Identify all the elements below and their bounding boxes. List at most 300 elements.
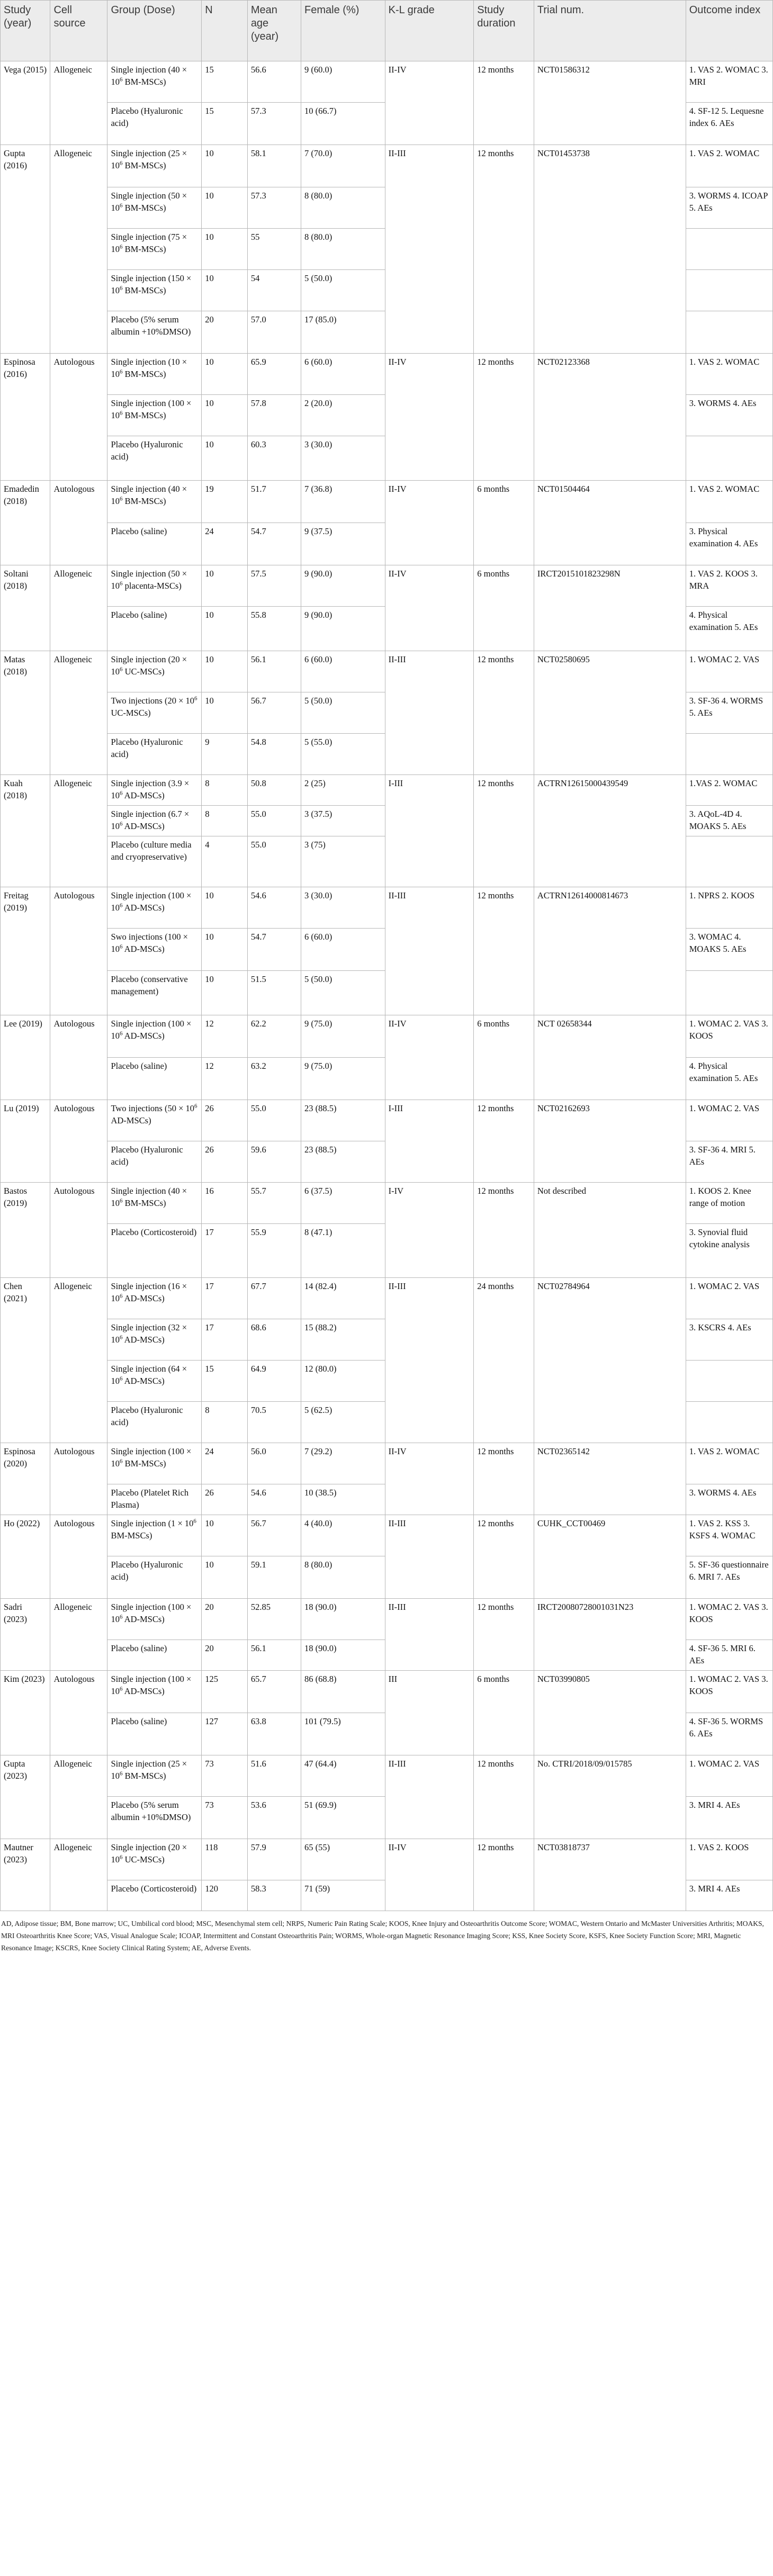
- outcome-index-cell: 3. SF-36 4. MRI 5. AEs: [686, 1141, 772, 1183]
- mean-age-cell: 53.6: [247, 1797, 301, 1839]
- group-dose-cell-type: AD-MSCs): [122, 944, 165, 954]
- female-cell: 9 (75.0): [301, 1058, 385, 1100]
- n-cell: 26: [202, 1141, 248, 1183]
- study-cell: Mautner (2023): [1, 1839, 50, 1911]
- n-cell: 118: [202, 1839, 248, 1880]
- group-dose-text: Placebo (Hyaluronic acid): [111, 439, 183, 462]
- group-dose-cell: [107, 1141, 202, 1183]
- female-cell: 6 (60.0): [301, 651, 385, 692]
- kl-grade-cell: II-III: [385, 1515, 474, 1599]
- dose-exponent: 6: [119, 76, 123, 83]
- kl-grade-cell: II-III: [385, 145, 474, 354]
- study-cell: Freitag (2019): [1, 887, 50, 1015]
- study-duration-cell: 24 months: [474, 1278, 534, 1443]
- mean-age-cell: 57.9: [247, 1839, 301, 1880]
- group-dose-cell: [107, 929, 202, 971]
- n-cell: 10: [202, 187, 248, 229]
- study-duration-cell: 12 months: [474, 887, 534, 1015]
- outcome-index-cell: 1. WOMAC 2. VAS: [686, 1278, 772, 1319]
- female-cell: 51 (69.9): [301, 1797, 385, 1839]
- study-cell: Soltani (2018): [1, 565, 50, 651]
- outcome-index-cell: 3. WOMAC 4. MOAKS 5. AEs: [686, 929, 772, 971]
- mean-age-cell: 52.85: [247, 1599, 301, 1640]
- female-cell: 12 (80.0): [301, 1361, 385, 1402]
- outcome-index-cell: 1. VAS 2. WOMAC: [686, 145, 772, 187]
- outcome-index-cell: 4. SF-36 5. MRI 6. AEs: [686, 1640, 772, 1671]
- group-dose-cell-type: AD-MSCs): [122, 1614, 165, 1625]
- n-cell: 8: [202, 1402, 248, 1443]
- study-cell: Gupta (2023): [1, 1755, 50, 1839]
- n-cell: 26: [202, 1484, 248, 1515]
- female-cell: 86 (68.8): [301, 1671, 385, 1713]
- dose-exponent: 6: [119, 1197, 123, 1204]
- dose-exponent: 6: [119, 410, 123, 417]
- group-dose-cell: [107, 1797, 202, 1839]
- group-dose-cell: [107, 1361, 202, 1402]
- cell-source-cell: Autologous: [50, 354, 107, 481]
- mean-age-cell: 50.8: [247, 775, 301, 806]
- group-dose-cell-type: UC-MSCs): [111, 708, 151, 718]
- group-dose-cell: [107, 971, 202, 1015]
- n-cell: 20: [202, 1599, 248, 1640]
- kl-grade-cell: I-III: [385, 1100, 474, 1183]
- female-cell: 2 (20.0): [301, 395, 385, 436]
- outcome-index-cell: [686, 270, 772, 311]
- outcome-index-cell: [686, 971, 772, 1015]
- group-dose-text: Single injection (20 × 10: [111, 654, 187, 677]
- group-dose-text: Placebo (Hyaluronic acid): [111, 106, 183, 129]
- outcome-index-cell: 1.VAS 2. WOMAC: [686, 775, 772, 806]
- kl-grade-cell: II-IV: [385, 1015, 474, 1100]
- group-dose-cell: [107, 1443, 202, 1484]
- mean-age-cell: 70.5: [247, 1402, 301, 1443]
- n-cell: 20: [202, 311, 248, 354]
- trial-num-cell: IRCT2015101823298N: [534, 565, 686, 651]
- group-dose-cell-type: BM-MSCs): [122, 285, 166, 296]
- female-cell: 7 (70.0): [301, 145, 385, 187]
- mean-age-cell: 56.6: [247, 61, 301, 103]
- n-cell: 16: [202, 1183, 248, 1224]
- n-cell: 20: [202, 1640, 248, 1671]
- female-cell: 65 (55): [301, 1839, 385, 1880]
- outcome-index-cell: [686, 436, 772, 481]
- kl-grade-cell: II-IV: [385, 1443, 474, 1515]
- group-dose-cell: [107, 1278, 202, 1319]
- kl-grade-cell: II-IV: [385, 1839, 474, 1911]
- dose-exponent: 6: [119, 202, 123, 209]
- outcome-index-cell: [686, 734, 772, 775]
- kl-grade-cell: II-IV: [385, 354, 474, 481]
- n-cell: 10: [202, 1515, 248, 1556]
- female-cell: 9 (90.0): [301, 607, 385, 651]
- group-dose-text: Placebo (conservative management): [111, 974, 188, 997]
- group-dose-cell: [107, 734, 202, 775]
- female-cell: 101 (79.5): [301, 1713, 385, 1755]
- table-body: [1, 61, 773, 1911]
- group-dose-cell: [107, 145, 202, 187]
- mean-age-cell: 59.1: [247, 1556, 301, 1599]
- group-dose-cell: [107, 1319, 202, 1361]
- mean-age-cell: 56.1: [247, 651, 301, 692]
- cell-source-cell: Allogeneic: [50, 1278, 107, 1443]
- group-dose-cell: [107, 229, 202, 270]
- n-cell: 17: [202, 1319, 248, 1361]
- trial-num-cell: NCT02580695: [534, 651, 686, 775]
- mean-age-cell: 54: [247, 270, 301, 311]
- study-cell: Gupta (2016): [1, 145, 50, 354]
- group-dose-text: Single injection (100 × 10: [111, 1674, 192, 1697]
- n-cell: 15: [202, 103, 248, 145]
- female-cell: 18 (90.0): [301, 1599, 385, 1640]
- outcome-index-cell: 1. WOMAC 2. VAS 3. KOOS: [686, 1671, 772, 1713]
- n-cell: 12: [202, 1058, 248, 1100]
- mean-age-cell: 63.2: [247, 1058, 301, 1100]
- n-cell: 4: [202, 836, 248, 887]
- outcome-index-cell: 1. WOMAC 2. VAS 3. KOOS: [686, 1599, 772, 1640]
- female-cell: 5 (50.0): [301, 971, 385, 1015]
- group-dose-cell-type: BM-MSCs): [111, 1530, 152, 1541]
- group-dose-cell: [107, 1599, 202, 1640]
- female-cell: 2 (25): [301, 775, 385, 806]
- group-dose-text: Single injection (100 × 10: [111, 890, 192, 913]
- table-row: [1, 354, 773, 395]
- mean-age-cell: 57.8: [247, 395, 301, 436]
- group-dose-cell-type: AD-MSCs): [122, 903, 165, 913]
- group-dose-text: Placebo (5% serum albumin +10%DMSO): [111, 1800, 191, 1823]
- dose-exponent: 6: [119, 160, 123, 167]
- n-cell: 17: [202, 1278, 248, 1319]
- outcome-index-cell: [686, 836, 772, 887]
- study-cell: Kuah (2018): [1, 775, 50, 887]
- outcome-index-cell: 1. VAS 2. KSS 3. KSFS 4. WOMAC: [686, 1515, 772, 1556]
- cell-source-cell: Allogeneic: [50, 1839, 107, 1911]
- group-dose-cell: [107, 311, 202, 354]
- outcome-index-cell: 1. WOMAC 2. VAS 3. KOOS: [686, 1015, 772, 1058]
- group-dose-text: Single injection (100 × 10: [111, 398, 192, 421]
- kl-grade-cell: II-III: [385, 1599, 474, 1671]
- n-cell: 24: [202, 1443, 248, 1484]
- n-cell: 15: [202, 1361, 248, 1402]
- group-dose-text: Placebo (saline): [111, 1643, 167, 1653]
- study-duration-cell: 12 months: [474, 1599, 534, 1671]
- trial-num-cell: No. CTRI/2018/09/015785: [534, 1755, 686, 1839]
- group-dose-cell-type: BM-MSCs): [122, 410, 166, 421]
- female-cell: 6 (60.0): [301, 354, 385, 395]
- n-cell: 8: [202, 775, 248, 806]
- mean-age-cell: 51.7: [247, 481, 301, 523]
- group-dose-text: Single injection (40 × 10: [111, 1186, 187, 1209]
- outcome-index-cell: 3. KSCRS 4. AEs: [686, 1319, 772, 1361]
- dose-exponent: 6: [119, 1293, 123, 1300]
- outcome-index-cell: [686, 1361, 772, 1402]
- group-dose-text: Single injection (50 × 10: [111, 191, 187, 213]
- group-dose-cell-type: BM-MSCs): [122, 369, 166, 380]
- group-dose-cell: [107, 1880, 202, 1911]
- group-dose-text: Single injection (100 × 10: [111, 1019, 192, 1041]
- study-duration-cell: 12 months: [474, 1100, 534, 1183]
- group-dose-cell: [107, 565, 202, 607]
- group-dose-cell: [107, 1755, 202, 1797]
- study-duration-cell: 12 months: [474, 61, 534, 145]
- outcome-index-cell: 3. Physical examination 4. AEs: [686, 523, 772, 565]
- group-dose-cell: [107, 806, 202, 836]
- outcome-index-cell: 1. WOMAC 2. VAS: [686, 651, 772, 692]
- group-dose-text: Single injection (75 × 10: [111, 232, 187, 255]
- trial-num-cell: NCT02162693: [534, 1100, 686, 1183]
- study-cell: Ho (2022): [1, 1515, 50, 1599]
- table-row: [1, 565, 773, 607]
- dose-exponent: 6: [193, 1518, 196, 1525]
- outcome-index-cell: 1. KOOS 2. Knee range of motion: [686, 1183, 772, 1224]
- outcome-index-cell: 5. SF-36 questionnaire 6. MRI 7. AEs: [686, 1556, 772, 1599]
- group-dose-text: Placebo (Platelet Rich Plasma): [111, 1488, 189, 1510]
- cell-source-cell: Allogeneic: [50, 565, 107, 651]
- female-cell: 6 (60.0): [301, 929, 385, 971]
- group-dose-cell-type: BM-MSCs): [122, 160, 166, 171]
- mean-age-cell: 54.7: [247, 929, 301, 971]
- dose-exponent: 6: [119, 368, 123, 375]
- kl-grade-cell: II-IV: [385, 565, 474, 651]
- female-cell: 9 (90.0): [301, 565, 385, 607]
- table-row: [1, 887, 773, 929]
- dose-exponent: 6: [119, 244, 123, 250]
- mean-age-cell: 59.6: [247, 1141, 301, 1183]
- kl-grade-cell: II-III: [385, 1278, 474, 1443]
- table-row: [1, 1599, 773, 1640]
- outcome-index-cell: [686, 311, 772, 354]
- group-dose-cell-type: BM-MSCs): [122, 244, 166, 255]
- table-row: [1, 1183, 773, 1224]
- group-dose-cell: [107, 187, 202, 229]
- group-dose-text: Placebo (Hyaluronic acid): [111, 1145, 183, 1167]
- kl-grade-cell: I-III: [385, 775, 474, 887]
- female-cell: 10 (66.7): [301, 103, 385, 145]
- mean-age-cell: 54.6: [247, 887, 301, 929]
- cell-source-cell: Autologous: [50, 1515, 107, 1599]
- group-dose-cell: [107, 436, 202, 481]
- female-cell: 4 (40.0): [301, 1515, 385, 1556]
- outcome-index-cell: 3. AQoL-4D 4. MOAKS 5. AEs: [686, 806, 772, 836]
- female-cell: 47 (64.4): [301, 1755, 385, 1797]
- group-dose-cell-type: BM-MSCs): [122, 1198, 166, 1209]
- n-cell: 9: [202, 734, 248, 775]
- study-cell: Kim (2023): [1, 1671, 50, 1755]
- group-dose-text: Placebo (Hyaluronic acid): [111, 737, 183, 760]
- dose-exponent: 6: [119, 1770, 123, 1777]
- group-dose-text: Single injection (3.9 × 10: [111, 778, 190, 801]
- female-cell: 5 (50.0): [301, 692, 385, 734]
- group-dose-cell: [107, 61, 202, 103]
- table-row: [1, 1278, 773, 1319]
- n-cell: 127: [202, 1713, 248, 1755]
- mean-age-cell: 56.7: [247, 1515, 301, 1556]
- dose-exponent: 6: [119, 1458, 123, 1465]
- study-duration-cell: 12 months: [474, 1443, 534, 1515]
- cell-source-cell: Autologous: [50, 1100, 107, 1183]
- female-cell: 3 (75): [301, 836, 385, 887]
- mean-age-cell: 55.0: [247, 836, 301, 887]
- mean-age-cell: 56.7: [247, 692, 301, 734]
- n-cell: 8: [202, 806, 248, 836]
- dose-exponent: 6: [119, 1614, 123, 1620]
- group-dose-cell: [107, 1100, 202, 1141]
- group-dose-cell-type: BM-MSCs): [122, 203, 166, 213]
- group-dose-text: Placebo (Corticosteroid): [111, 1884, 197, 1894]
- header-cell-source: Cell source: [50, 1, 107, 61]
- female-cell: 23 (88.5): [301, 1141, 385, 1183]
- header-kl-grade: K-L grade: [385, 1, 474, 61]
- group-dose-text: Single injection (20 × 10: [111, 1842, 187, 1865]
- outcome-index-cell: 1. WOMAC 2. VAS: [686, 1100, 772, 1141]
- group-dose-text: Single injection (25 × 10: [111, 148, 187, 171]
- group-dose-cell: [107, 1556, 202, 1599]
- group-dose-text: Placebo (Hyaluronic acid): [111, 1560, 183, 1582]
- outcome-index-cell: 3. Synovial fluid cytokine analysis: [686, 1224, 772, 1278]
- n-cell: 120: [202, 1880, 248, 1911]
- n-cell: 10: [202, 395, 248, 436]
- mean-age-cell: 62.2: [247, 1015, 301, 1058]
- group-dose-cell: [107, 354, 202, 395]
- female-cell: 8 (80.0): [301, 229, 385, 270]
- female-cell: 5 (62.5): [301, 1402, 385, 1443]
- cell-source-cell: Autologous: [50, 481, 107, 565]
- n-cell: 10: [202, 436, 248, 481]
- outcome-index-cell: 4. SF-12 5. Lequesne index 6. AEs: [686, 103, 772, 145]
- group-dose-cell: [107, 836, 202, 887]
- group-dose-cell: [107, 1640, 202, 1671]
- study-cell: Espinosa (2020): [1, 1443, 50, 1515]
- female-cell: 3 (30.0): [301, 887, 385, 929]
- group-dose-cell: [107, 270, 202, 311]
- group-dose-cell-type: BM-MSCs): [122, 1771, 166, 1781]
- group-dose-cell: [107, 651, 202, 692]
- group-dose-cell-type: AD-MSCs): [122, 1686, 165, 1697]
- female-cell: 8 (47.1): [301, 1224, 385, 1278]
- kl-grade-cell: II-IV: [385, 481, 474, 565]
- female-cell: 17 (85.0): [301, 311, 385, 354]
- dose-exponent: 6: [119, 1030, 123, 1037]
- group-dose-cell: [107, 1839, 202, 1880]
- n-cell: 125: [202, 1671, 248, 1713]
- study-cell: Lee (2019): [1, 1015, 50, 1100]
- group-dose-cell: [107, 1015, 202, 1058]
- group-dose-text: Single injection (64 × 10: [111, 1364, 187, 1386]
- dose-exponent: 6: [119, 1686, 123, 1692]
- header-trial-num: Trial num.: [534, 1, 686, 61]
- female-cell: 7 (36.8): [301, 481, 385, 523]
- female-cell: 18 (90.0): [301, 1640, 385, 1671]
- trial-num-cell: NCT01453738: [534, 145, 686, 354]
- n-cell: 15: [202, 61, 248, 103]
- study-duration-cell: 12 months: [474, 775, 534, 887]
- header-n: N: [202, 1, 248, 61]
- cell-source-cell: Allogeneic: [50, 145, 107, 354]
- n-cell: 24: [202, 523, 248, 565]
- dose-exponent: 6: [119, 1375, 123, 1382]
- outcome-index-cell: 1. VAS 2. KOOS 3. MRA: [686, 565, 772, 607]
- outcome-index-cell: 1. VAS 2. WOMAC 3. MRI: [686, 61, 772, 103]
- group-dose-cell-type: UC-MSCs): [122, 666, 165, 677]
- cell-source-cell: Autologous: [50, 1443, 107, 1515]
- header-study-duration: Study duration: [474, 1, 534, 61]
- group-dose-text: Single injection (32 × 10: [111, 1322, 187, 1345]
- female-cell: 15 (88.2): [301, 1319, 385, 1361]
- mean-age-cell: 65.7: [247, 1671, 301, 1713]
- outcome-index-cell: [686, 229, 772, 270]
- group-dose-cell: [107, 1671, 202, 1713]
- n-cell: 17: [202, 1224, 248, 1278]
- kl-grade-cell: II-III: [385, 1755, 474, 1839]
- outcome-index-cell: 1. VAS 2. WOMAC: [686, 1443, 772, 1484]
- group-dose-cell-type: AD-MSCs): [122, 1335, 165, 1345]
- group-dose-cell: [107, 692, 202, 734]
- n-cell: 10: [202, 565, 248, 607]
- group-dose-cell-type: AD-MSCs): [122, 1031, 165, 1041]
- outcome-index-cell: 4. Physical examination 5. AEs: [686, 607, 772, 651]
- study-duration-cell: 6 months: [474, 565, 534, 651]
- header-group-dose: Group (Dose): [107, 1, 202, 61]
- mean-age-cell: 55: [247, 229, 301, 270]
- trial-num-cell: NCT 02658344: [534, 1015, 686, 1100]
- outcome-index-cell: 1. VAS 2. WOMAC: [686, 354, 772, 395]
- outcome-index-cell: 3. WORMS 4. AEs: [686, 395, 772, 436]
- group-dose-cell: [107, 103, 202, 145]
- table-row: [1, 1100, 773, 1141]
- study-duration-cell: 6 months: [474, 1671, 534, 1755]
- cell-source-cell: Autologous: [50, 1183, 107, 1278]
- group-dose-cell: [107, 1058, 202, 1100]
- mean-age-cell: 51.5: [247, 971, 301, 1015]
- group-dose-text: Two injections (20 × 10: [111, 696, 195, 706]
- cell-source-cell: Allogeneic: [50, 1755, 107, 1839]
- trial-num-cell: NCT03990805: [534, 1671, 686, 1755]
- outcome-index-cell: 1. VAS 2. WOMAC: [686, 481, 772, 523]
- female-cell: 9 (60.0): [301, 61, 385, 103]
- mean-age-cell: 57.3: [247, 187, 301, 229]
- group-dose-text: Single injection (1 × 10: [111, 1518, 194, 1528]
- table-row: [1, 1443, 773, 1484]
- study-duration-cell: 12 months: [474, 145, 534, 354]
- group-dose-text: Single injection (25 × 10: [111, 1759, 187, 1781]
- group-dose-text: Single injection (50 × 10: [111, 569, 187, 591]
- trial-num-cell: Not described: [534, 1183, 686, 1278]
- table-row: [1, 775, 773, 806]
- trial-num-cell: ACTRN12615000439549: [534, 775, 686, 887]
- cell-source-cell: Autologous: [50, 1671, 107, 1755]
- group-dose-text: Swo injections (100 × 10: [111, 932, 188, 954]
- trial-num-cell: IRCT20080728001031N23: [534, 1599, 686, 1671]
- group-dose-text: Single injection (100 × 10: [111, 1446, 192, 1469]
- n-cell: 12: [202, 1015, 248, 1058]
- study-duration-cell: 12 months: [474, 1755, 534, 1839]
- study-duration-cell: 12 months: [474, 354, 534, 481]
- table-row: [1, 481, 773, 523]
- group-dose-text: Single injection (40 × 10: [111, 484, 187, 507]
- dose-exponent: 6: [119, 902, 123, 909]
- cell-source-cell: Allogeneic: [50, 775, 107, 887]
- group-dose-text: Single injection (100 × 10: [111, 1602, 192, 1625]
- dose-exponent: 6: [119, 580, 123, 587]
- female-cell: 9 (37.5): [301, 523, 385, 565]
- mean-age-cell: 55.8: [247, 607, 301, 651]
- trial-num-cell: NCT02784964: [534, 1278, 686, 1443]
- mean-age-cell: 57.5: [247, 565, 301, 607]
- table-row: [1, 1755, 773, 1797]
- study-cell: Espinosa (2016): [1, 354, 50, 481]
- group-dose-cell-type: placenta-MSCs): [122, 581, 182, 591]
- female-cell: 5 (50.0): [301, 270, 385, 311]
- mean-age-cell: 56.0: [247, 1443, 301, 1484]
